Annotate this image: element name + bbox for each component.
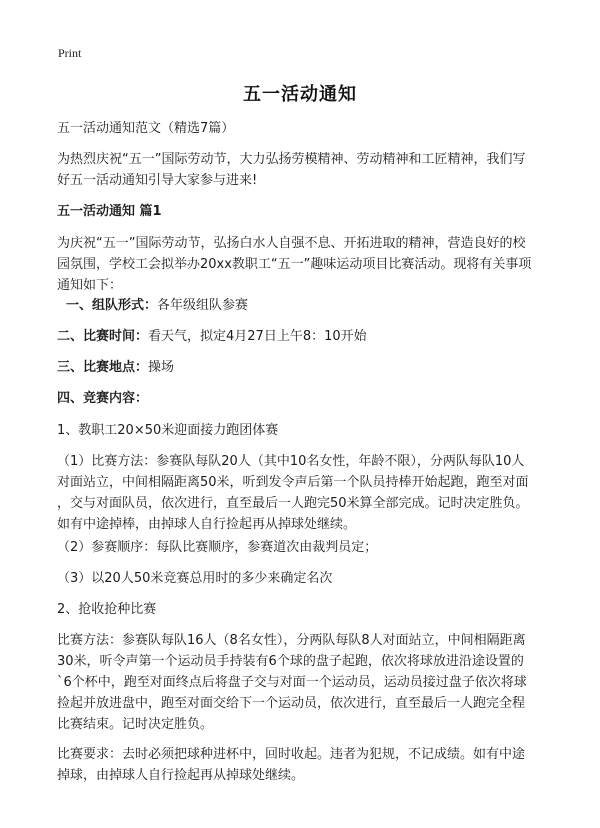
event1-order: （2）参赛顺序：每队比赛顺序，参赛道次由裁判员定； bbox=[57, 540, 378, 555]
section-heading: 五一活动通知 篇1 bbox=[57, 204, 162, 219]
subtitle: 五一活动通知范文（精选7篇） bbox=[57, 121, 235, 136]
item-time bbox=[57, 326, 547, 348]
event1-method-line-2: 对面站立，中间相隔距离50米，听到发令声后第一个队员持棒开始起跑，跑至对面 bbox=[57, 475, 529, 490]
notice-line-2: 园氛围，学校工会拟举办20xx教职工“五一”趣味运动项目比赛活动。现将有关事项 bbox=[57, 257, 532, 272]
item-content-label: 四、竞赛内容： bbox=[57, 391, 149, 406]
event2-method-line-4: 捡起并放进盘中，跑至对面交给下一个运动员，依次进行，直至最后一人跑完全程 bbox=[57, 696, 526, 711]
event2-method-line-2: 30米，听令声第一个运动员手持装有6个球的盘子起跑，依次将球放进沿途设置的 bbox=[57, 654, 524, 669]
page-title: 五一活动通知 bbox=[243, 84, 357, 105]
event1-method-line-1: （1）比赛方法：参赛队每队20人（其中10名女性，年龄不限），分两队每队10人 bbox=[57, 454, 525, 469]
item-team-format bbox=[66, 295, 556, 317]
intro-line-2: 好五一活动通知引导大家参与进来! bbox=[57, 173, 258, 188]
event2-method-line-3: `6个杯中，跑至对面终点后将盘子交与对面一个运动员，运动员接过盘子依次将球 bbox=[57, 675, 527, 690]
event2-method-line-1: 比赛方法：参赛队每队16人（8名女性），分两队每队8人对面站立，中间相隔距离 bbox=[57, 633, 526, 648]
item-time-label: 二、比赛时间： bbox=[57, 329, 149, 344]
item-team-format-label: 一、组队形式： bbox=[66, 298, 158, 313]
event2-method-line-5: 比赛结束。记时决定胜负。 bbox=[57, 717, 214, 732]
item-location bbox=[57, 357, 547, 379]
event1-method-line-3: ，交与对面队员，依次进行，直至最后一人跑完50米算全部完成。记时决定胜负。 bbox=[57, 496, 529, 511]
notice-line-1: 为庆祝“五一”国际劳动节，弘扬白水人自强不息、开拓进取的精神，营造良好的校 bbox=[57, 236, 526, 251]
event2-rules-line-1: 比赛要求：去时必须把球种进杯中，回时收起。违者为犯规，不记成绩。如有中途 bbox=[57, 747, 526, 762]
item-team-format-value: 各年级组队参赛 bbox=[157, 298, 249, 313]
event1-method-line-4: 如有中途掉棒，由掉球人自行捡起再从掉球处继续。 bbox=[57, 517, 357, 532]
intro-line-1: 为热烈庆祝“五一”国际劳动节，大力弘扬劳模精神、劳动精神和工匠精神，我们写 bbox=[57, 152, 526, 167]
event2-title: 2、抢收抢种比赛 bbox=[57, 602, 157, 617]
event2-rules-line-2: 掉球，由掉球人自行捡起再从掉球处继续。 bbox=[57, 768, 305, 783]
event1-rank: （3）以20人50米竞赛总用时的多少来确定名次 bbox=[57, 571, 333, 586]
item-time-value: 看天气，拟定4月27日上午8：10开始 bbox=[148, 329, 367, 344]
print-label[interactable]: Print bbox=[58, 46, 82, 60]
notice-line-3: 通知如下： bbox=[57, 278, 123, 293]
event1-title: 1、教职工20×50米迎面接力跑团体赛 bbox=[57, 423, 279, 438]
item-location-label: 三、比赛地点： bbox=[57, 360, 149, 375]
item-location-value: 操场 bbox=[148, 360, 175, 375]
